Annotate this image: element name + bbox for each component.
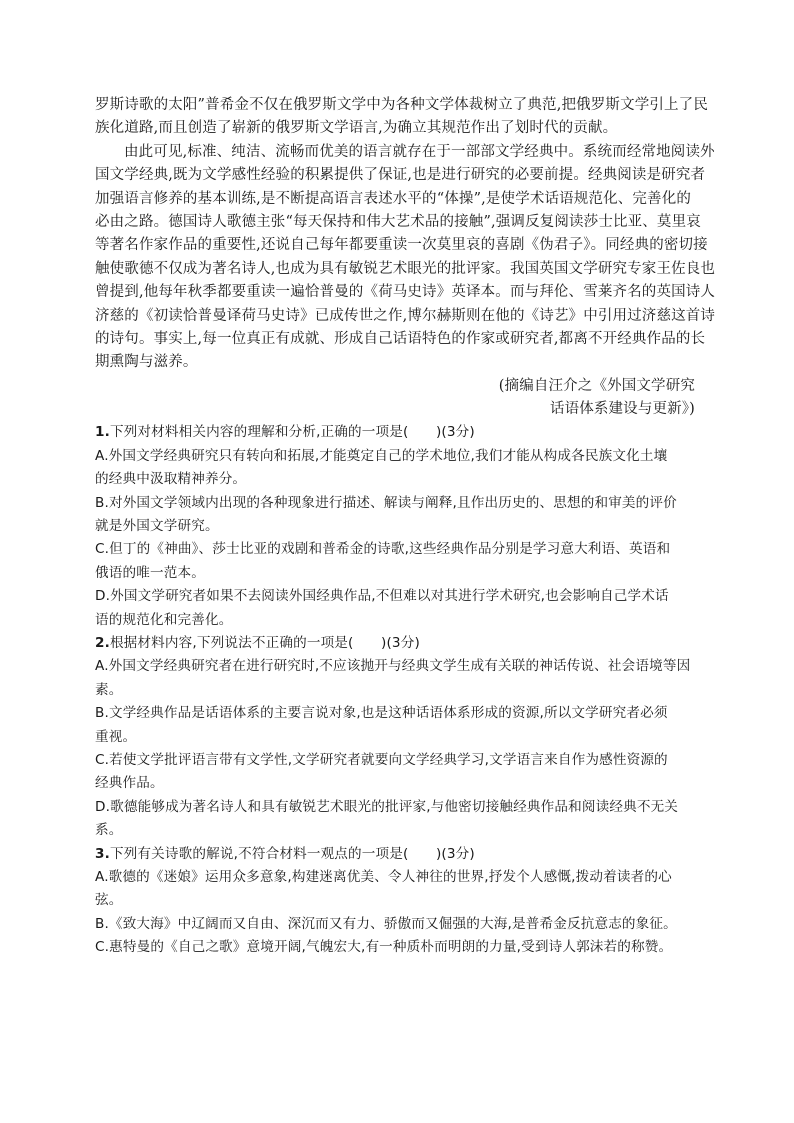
passage-line: 加强语言修养的基本训练,是不断提高语言表述水平的“体操”,是使学术话语规范化、完善化的: [95, 190, 691, 207]
option-b-cont: 就是外国文学研究。: [95, 518, 219, 535]
option-d-cont: 语的规范化和完善化。: [95, 611, 233, 628]
question-number: 2.: [95, 634, 110, 651]
document-page: [95, 94, 716, 959]
passage-line: 必由之路。德国诗人歌德主张“每天保持和伟大艺术品的接触”,强调反复阅读莎士比亚、莫里哀: [95, 213, 701, 230]
question-2: [95, 632, 695, 843]
option-c[interactable]: C.惠特曼的《自己之歌》意境开阔,气魄宏大,有一种质朴而明朗的力量,受到诗人郭沫若的称赞。: [95, 939, 673, 956]
option-c[interactable]: C.但丁的《神曲》、莎士比亚的戏剧和普希金的诗歌,这些经典作品分别是学习意大利语、英语和: [95, 541, 671, 558]
option-b[interactable]: B.《致大海》中辽阔而又自由、深沉而又有力、骄傲而又倔强的大海,是普希金反抗意志的象征。: [95, 915, 677, 932]
question-number: 1.: [95, 424, 110, 441]
option-a[interactable]: A.外国文学经典研究者在进行研究时,不应该抛开与经典文学生成有关联的神话传说、社会语境等因: [95, 658, 691, 675]
option-d-cont: 系。: [95, 822, 123, 839]
question-3: [95, 843, 695, 960]
option-b[interactable]: B.文学经典作品是话语体系的主要言说对象,也是这种话语体系形成的资源,所以文学研究者必须: [95, 705, 668, 722]
passage-line: 由此可见,标准、纯洁、流畅而优美的语言就存在于一部部文学经典中。系统而经常地阅读外: [124, 143, 715, 160]
option-a-cont: 弦。: [95, 892, 123, 909]
passage-line: 期熏陶与滋养。: [95, 354, 198, 371]
passage-line: 曾提到,他每年秋季都要重读一遍恰普曼的《荷马史诗》英译本。而与拜伦、雪莱齐名的英国诗人: [95, 284, 716, 301]
option-d[interactable]: D.歌德能够成为著名诗人和具有敏锐艺术眼光的批评家,与他密切接触经典作品和阅读经典不无关: [95, 798, 679, 815]
passage-line: 等著名作家作品的重要性,还说自己每年都要重读一次莫里哀的喜剧《伪君子》。同经典的密切接: [95, 237, 708, 254]
option-c[interactable]: C.若使文学批评语言带有文学性,文学研究者就要向文学经典学习,文学语言来自作为感性资源的: [95, 751, 668, 768]
question-stem: [95, 843, 695, 866]
source-citation: (摘编自汪介之《外国文学研究: [498, 377, 695, 394]
passage-line: 触使歌德不仅成为著名诗人,也成为具有敏锐艺术眼光的批评家。我国英国文学研究专家王佐良也: [95, 260, 716, 277]
option-b[interactable]: B.对外国文学领域内出现的各种现象进行描述、解读与阐释,且作出历史的、思想的和审美的评价: [95, 494, 677, 511]
question-stem: [95, 421, 695, 444]
question-stem: [95, 632, 695, 655]
passage-line: 族化道路,而且创造了崭新的俄罗斯文学语言,为确立其规范作出了划时代的贡献。: [95, 120, 618, 137]
passage-line: 的诗句。事实上,每一位真正有成就、形成自己话语特色的作家或研究者,都离不开经典作品的长: [95, 330, 706, 347]
option-a[interactable]: A.外国文学经典研究只有转向和拓展,才能奠定自己的学术地位,我们才能从构成各民族文化土壤: [95, 447, 668, 464]
question-text: 下列有关诗歌的解说,不符合材料一观点的一项是( )(3分): [109, 845, 475, 862]
question-1: [95, 421, 695, 632]
passage: [95, 94, 716, 421]
passage-line: 济慈的《初读恰普曼译荷马史诗》已成传世之作,博尔赫斯则在他的《诗艺》中引用过济慈这首诗: [95, 307, 716, 324]
option-a[interactable]: A.歌德的《迷娘》运用众多意象,构建迷离优美、令人神往的世界,抒发个人感慨,拨动着读者的心: [95, 868, 672, 885]
question-text: 下列对材料相关内容的理解和分析,正确的一项是( )(3分): [109, 424, 475, 441]
question-text: 根据材料内容,下列说法不正确的一项是( )(3分): [109, 634, 420, 651]
source-citation: 话语体系建设与更新》): [549, 401, 695, 418]
option-a-cont: 的经典中汲取精神养分。: [95, 471, 247, 488]
passage-line: 罗斯诗歌的太阳”普希金不仅在俄罗斯文学中为各种文学体裁树立了典范,把俄罗斯文学引上了民: [95, 97, 708, 113]
option-b-cont: 重视。: [95, 728, 137, 745]
option-d[interactable]: D.外国文学研究者如果不去阅读外国经典作品,不但难以对其进行学术研究,也会影响自己学术话: [95, 588, 669, 605]
question-number: 3.: [95, 845, 110, 862]
option-c-cont: 经典作品。: [95, 775, 164, 792]
option-a-cont: 素。: [95, 681, 123, 698]
option-c-cont: 俄语的唯一范本。: [95, 564, 205, 581]
passage-line: 国文学经典,既为文学感性经验的积累提供了保证,也是进行研究的必要前提。经典阅读是研究者: [95, 167, 706, 184]
